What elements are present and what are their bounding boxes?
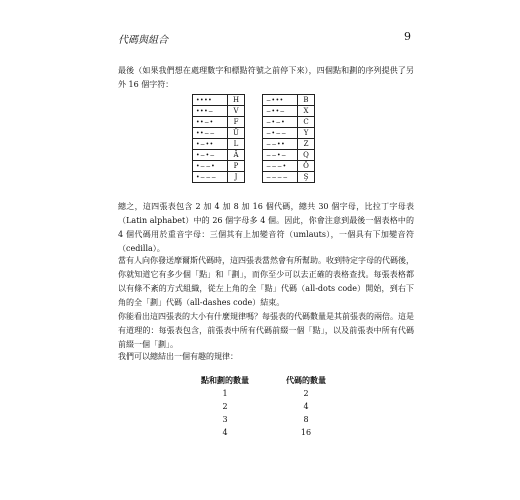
morse-row [263, 117, 315, 128]
morse-row [263, 128, 315, 139]
morse-letter: F [228, 117, 245, 128]
morse-table-left [192, 94, 245, 183]
morse-row [263, 150, 315, 161]
summary-row [198, 387, 332, 400]
paragraph-pattern: 你能看出這四張表的大小有什麼規律嗎？每張表的代碼數量是其前張表的兩倍。這是有道理的：每張表包含，前張表中所有代碼前綴一個「點」，以及前張表中所有代碼前綴一個「劃」。 [118, 312, 414, 349]
morse-row [193, 106, 245, 117]
summary-row [198, 413, 332, 426]
morse-code: •••− [193, 106, 228, 117]
summary-codes-cell: 2 [303, 389, 309, 398]
morse-letter: P [228, 161, 245, 172]
morse-letter: J [228, 172, 245, 183]
morse-code: −−−− [263, 172, 298, 183]
summary-codes-cell: 16 [300, 428, 312, 437]
summary-codes-cell: 4 [303, 402, 309, 411]
summary-row [198, 400, 332, 413]
morse-letter: Ö [298, 161, 315, 172]
morse-row [263, 95, 315, 106]
summary-count-cell: 4 [222, 428, 228, 437]
summary-count-cell: 1 [222, 389, 228, 398]
morse-letter: Ş [298, 172, 315, 183]
morse-letter: B [298, 95, 315, 106]
morse-letter: L [228, 139, 245, 150]
page-number: 9 [404, 30, 411, 43]
morse-code: •−•− [193, 150, 228, 161]
morse-letter: Y [298, 128, 315, 139]
morse-row [193, 139, 245, 150]
morse-table-right [262, 94, 315, 183]
morse-letter: Ü [228, 128, 245, 139]
morse-code: ••−• [193, 117, 228, 128]
paragraph-lookup: 當有人向你發送摩爾斯代碼時，這四張表當然會有所幫助。收到特定字母的代碼後，你就知道它有多少個「點」和「劃」，而你至少可以去正確的表格查找。每張表格都以有條不紊的方式組織，從左上角的全「點」代碼（all-dots code）開始，到右下角的全「劃」代碼（all-dashes code）結束。 [118, 256, 414, 307]
morse-row [193, 128, 245, 139]
morse-row [193, 150, 245, 161]
morse-letter: Ä [228, 150, 245, 161]
morse-code: •−•• [193, 139, 228, 150]
morse-row [263, 106, 315, 117]
morse-letter: Q [298, 150, 315, 161]
morse-code: •−−• [193, 161, 228, 172]
chapter-title: 代碼與組合 [118, 35, 168, 46]
morse-row [193, 161, 245, 172]
summary-header-count: 點和劃的數量 [201, 375, 249, 385]
morse-code: −•−• [263, 117, 298, 128]
summary-header-codes: 代碼的數量 [286, 375, 326, 385]
morse-row [263, 161, 315, 172]
summary-codes-cell: 8 [303, 415, 309, 424]
summary-row [198, 426, 332, 439]
morse-row [263, 172, 315, 183]
morse-code: −−•− [263, 150, 298, 161]
morse-row [193, 117, 245, 128]
morse-letter: V [228, 106, 245, 117]
morse-code: −••− [263, 106, 298, 117]
summary-table [198, 374, 332, 439]
morse-code: •−−− [193, 172, 228, 183]
morse-letter: X [298, 106, 315, 117]
morse-code: −••• [263, 95, 298, 106]
summary-count-cell: 3 [222, 415, 228, 424]
summary-count-cell: 2 [222, 402, 228, 411]
morse-row [193, 95, 245, 106]
morse-code: ••−− [193, 128, 228, 139]
paragraph-summary: 總之，這四張表包含 2 加 4 加 8 加 16 個代碼，總共 30 個字母，比拉丁字母表（Latin alphabet）中的 26 個字母多 4 個。因此，你會注意到最後一個表格中的 4 個代碼用於重音字母：三個其有上加變音符（umlauts），一個具有下加變音符（cedilla）。 [118, 202, 414, 253]
intro-paragraph: 最後（如果我們想在處理數字和標點符號之前停下來），四個點和劃的序列提供了另外 16 個字符： [118, 66, 414, 89]
paragraph-rule: 我們可以總結出一個有趣的規律： [118, 352, 238, 361]
morse-code: −−•• [263, 139, 298, 150]
morse-code: −−−• [263, 161, 298, 172]
morse-row [193, 172, 245, 183]
morse-letter: C [298, 117, 315, 128]
morse-letter: Z [298, 139, 315, 150]
morse-code: −•−− [263, 128, 298, 139]
morse-code: •••• [193, 95, 228, 106]
morse-letter: H [228, 95, 245, 106]
morse-row [263, 139, 315, 150]
